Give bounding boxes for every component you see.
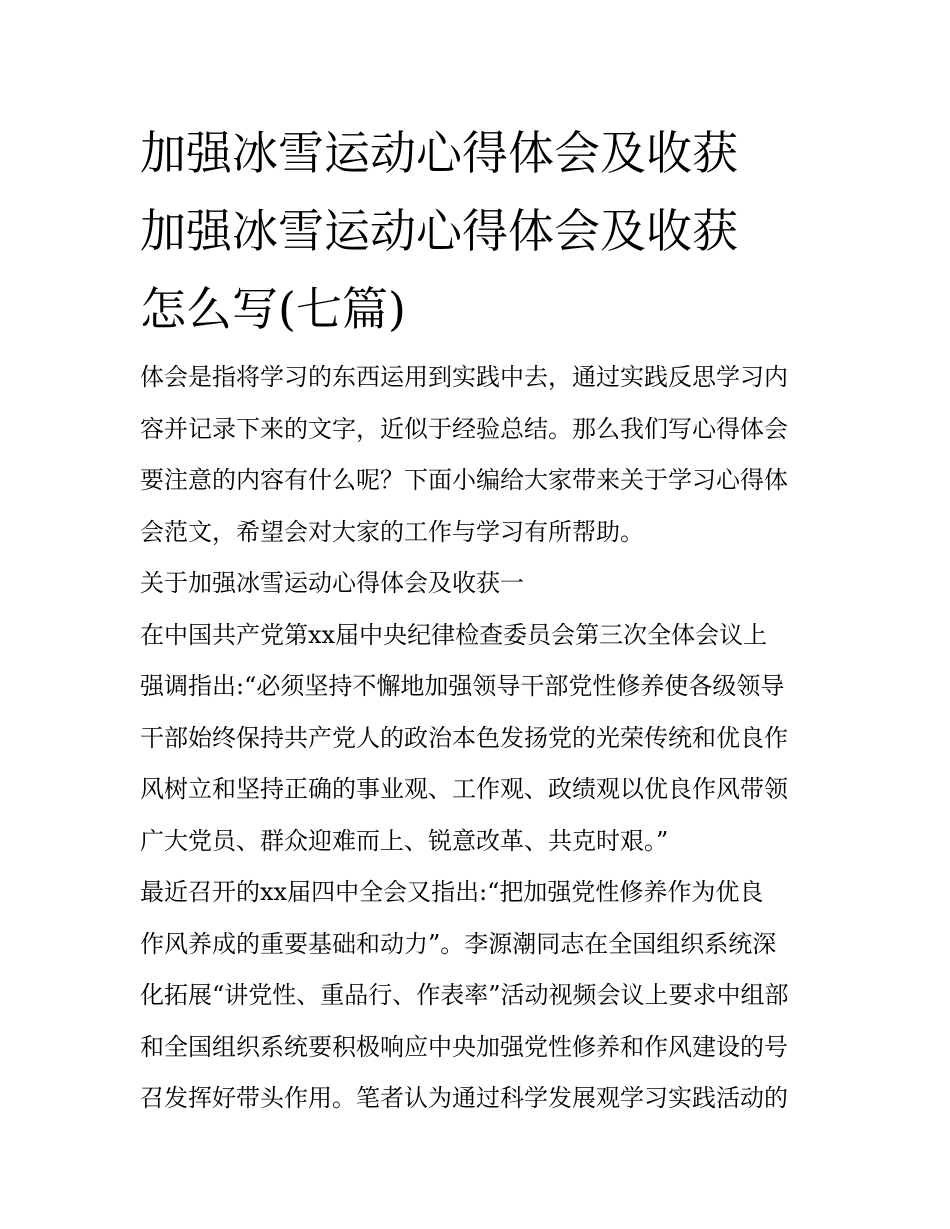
paragraph-line-5: 广大党员、群众迎难而上、锐意改革、共克时艰。” <box>140 826 669 855</box>
paragraph-line-2: 强调指出:“必须坚持不懈地加强领导干部党性修养使各级领导 <box>140 672 785 700</box>
intro-line-4: 会范文，希望会对大家的工作与学习有所帮助。 <box>140 517 644 546</box>
paragraph-line-1: 在中国共产党第xx届中央纪律检查委员会第三次全体会议上 <box>140 620 768 649</box>
paragraph-line-4: 风树立和坚持正确的事业观、工作观、政绩观以优良作风带领 <box>140 775 788 803</box>
paragraph-line-9: 和全国组织系统要积极响应中央加强党性修养和作风建设的号 <box>140 1032 788 1061</box>
paragraph-line-10: 召发挥好带头作用。笔者认为通过科学发展观学习实践活动的 <box>140 1084 788 1112</box>
intro-line-2: 容并记录下来的文字，近似于经验总结。那么我们写心得体会 <box>140 414 788 443</box>
title-line-1: 加强冰雪运动心得体会及收获 <box>140 126 738 180</box>
paragraph-line-8: 化拓展“讲党性、重品行、作表率”活动视频会议上要求中组部 <box>140 981 789 1009</box>
document-title <box>140 114 830 348</box>
paragraph-line-3: 干部始终保持共产党人的政治本色发扬党的光荣传统和优良作 <box>140 723 788 752</box>
paragraph-line-7: 作风养成的重要基础和动力”。李源潮同志在全国组织系统深 <box>140 929 777 958</box>
title-line-2: 加强冰雪运动心得体会及收获 <box>140 204 738 258</box>
document-body <box>140 352 830 1125</box>
section-heading: 关于加强冰雪运动心得体会及收获一 <box>140 569 524 597</box>
intro-line-1: 体会是指将学习的东西运用到实践中去，通过实践反思学习内 <box>140 363 788 391</box>
intro-line-3: 要注意的内容有什么呢？下面小编给大家带来关于学习心得体 <box>140 466 788 494</box>
paragraph-line-6: 最近召开的xx届四中全会又指出:“把加强党性修养作为优良 <box>140 878 764 906</box>
title-line-3: 怎么写(七篇) <box>140 282 406 336</box>
